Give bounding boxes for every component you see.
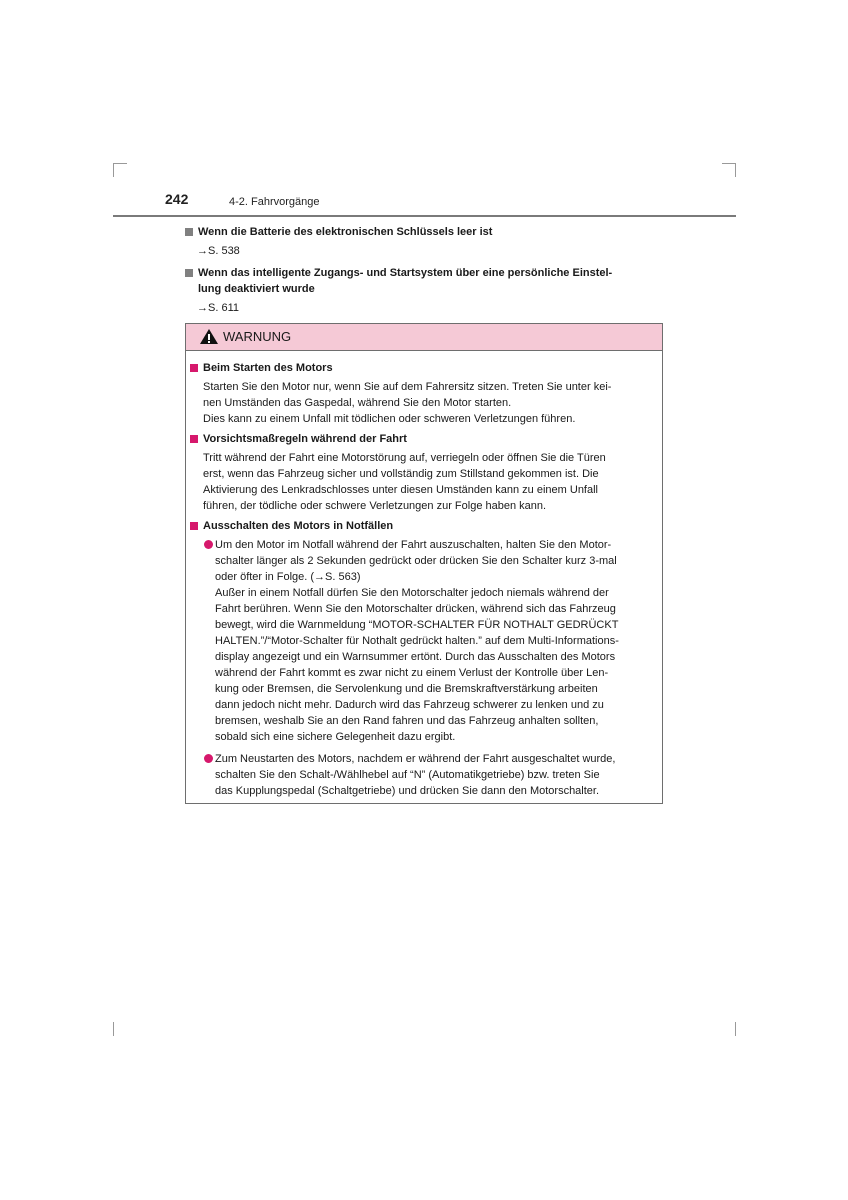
warning-body <box>186 351 662 799</box>
text-line: Um den Motor im Notfall während der Fahrt auszuschalten, halten Sie den Motor- <box>215 539 612 551</box>
text-line: kung oder Bremsen, die Servolenkung und die Bremskraftverstärkung arbeiten <box>215 683 598 695</box>
pink-square-icon <box>190 364 198 372</box>
warning-section-heading <box>190 360 654 376</box>
warning-bullet <box>190 537 654 745</box>
text-line: Fahrt berühren. Wenn Sie den Motorschalter drücken, während sich das Fahrzeug <box>215 603 616 615</box>
pink-square-icon <box>190 522 198 530</box>
item-heading <box>185 224 663 240</box>
pink-dot-icon <box>204 540 213 549</box>
warning-heading-text: Vorsichtsmaßregeln während der Fahrt <box>203 433 407 445</box>
item-heading-text: Wenn die Batterie des elektronischen Schlüssels leer ist <box>198 226 493 238</box>
warning-header <box>186 324 662 351</box>
header-divider <box>113 215 736 217</box>
text-line: Außer in einem Notfall dürfen Sie den Motorschalter jedoch niemals während der <box>215 587 609 599</box>
text-line: sobald sich eine sichere Gelegenheit dazu ergibt. <box>215 731 456 743</box>
warning-triangle-icon <box>199 328 219 345</box>
text-line: bewegt, wird die Warnmeldung “MOTOR-SCHALTER FÜR NOTHALT GEDRÜCKT <box>215 619 619 631</box>
text-line: HALTEN.”/“Motor-Schalter für Nothalt gedrückt halten.” auf dem Multi-Informations- <box>215 635 619 647</box>
text-line: schalter länger als 2 Sekunden gedrückt oder drücken Sie den Schalter kurz 3-mal <box>215 555 617 567</box>
warning-heading-text: Ausschalten des Motors in Notfällen <box>203 520 394 532</box>
crop-mark <box>113 163 114 177</box>
text-line: Aktivierung des Lenkradschlosses unter diesen Umständen kann zu einem Unfall <box>203 484 598 496</box>
square-bullet-icon <box>185 228 193 236</box>
text-line: bremsen, weshalb Sie an den Rand fahren und das Fahrzeug anhalten sollten, <box>215 715 599 727</box>
page-reference[interactable]: →S. 611 <box>197 302 239 314</box>
text-line: oder öfter in Folge. (→S. 563) <box>215 571 361 583</box>
text-line: das Kupplungspedal (Schaltgetriebe) und drücken Sie dann den Motorschalter. <box>215 785 600 797</box>
section-title: 4-2. Fahrvorgänge <box>229 196 320 208</box>
warning-title: WARNUNG <box>223 329 292 344</box>
item-heading <box>185 265 663 297</box>
text-line: Dies kann zu einem Unfall mit tödlichen oder schweren Verletzungen führen. <box>203 413 576 425</box>
text-line: display angezeigt und ein Warnsummer ertönt. Durch das Ausschalten des Motors <box>215 651 616 663</box>
text-line: Tritt während der Fahrt eine Motorstörung auf, verriegeln oder öffnen Sie die Türen <box>203 452 606 464</box>
warning-heading-text: Beim Starten des Motors <box>203 362 333 374</box>
page-number: 242 <box>165 191 189 207</box>
text-line: schalten Sie den Schalt-/Wählhebel auf “N” (Automatikgetriebe) bzw. treten Sie <box>215 769 600 781</box>
warning-paragraph <box>190 450 654 514</box>
text-line: Starten Sie den Motor nur, wenn Sie auf dem Fahrersitz sitzen. Treten Sie unter kei- <box>203 381 612 393</box>
pink-dot-icon <box>204 754 213 763</box>
text-line: dann jedoch nicht mehr. Dadurch wird das Fahrzeug schwerer zu lenken und zu <box>215 699 604 711</box>
crop-mark <box>735 163 736 177</box>
text-line: erst, wenn das Fahrzeug sicher und vollständig zum Stillstand gekommen ist. Die <box>203 468 599 480</box>
text-line: während der Fahrt kommt es zwar nicht zu einem Verlust der Kontrolle über Len- <box>215 667 609 679</box>
crop-mark <box>735 1022 736 1036</box>
crop-mark <box>722 163 736 164</box>
pink-square-icon <box>190 435 198 443</box>
warning-section-heading <box>190 518 654 534</box>
item-heading-text: lung deaktiviert wurde <box>198 283 315 295</box>
text-line: nen Umständen das Gaspedal, während Sie den Motor starten. <box>203 397 512 409</box>
text-line: Zum Neustarten des Motors, nachdem er während der Fahrt ausgeschaltet wurde, <box>215 753 616 765</box>
warning-section-heading <box>190 431 654 447</box>
crop-mark <box>113 1022 114 1036</box>
crop-mark <box>113 163 127 164</box>
item-heading-text: Wenn das intelligente Zugangs- und Startsystem über eine persönliche Einstel- <box>198 267 613 279</box>
text-line: führen, der tödliche oder schwere Verletzungen zur Folge haben kann. <box>203 500 547 512</box>
warning-box <box>185 323 663 804</box>
warning-paragraph <box>190 379 654 427</box>
intro-content <box>185 224 663 322</box>
square-bullet-icon <box>185 269 193 277</box>
warning-bullet <box>190 751 654 799</box>
page-reference[interactable]: →S. 538 <box>197 245 240 257</box>
